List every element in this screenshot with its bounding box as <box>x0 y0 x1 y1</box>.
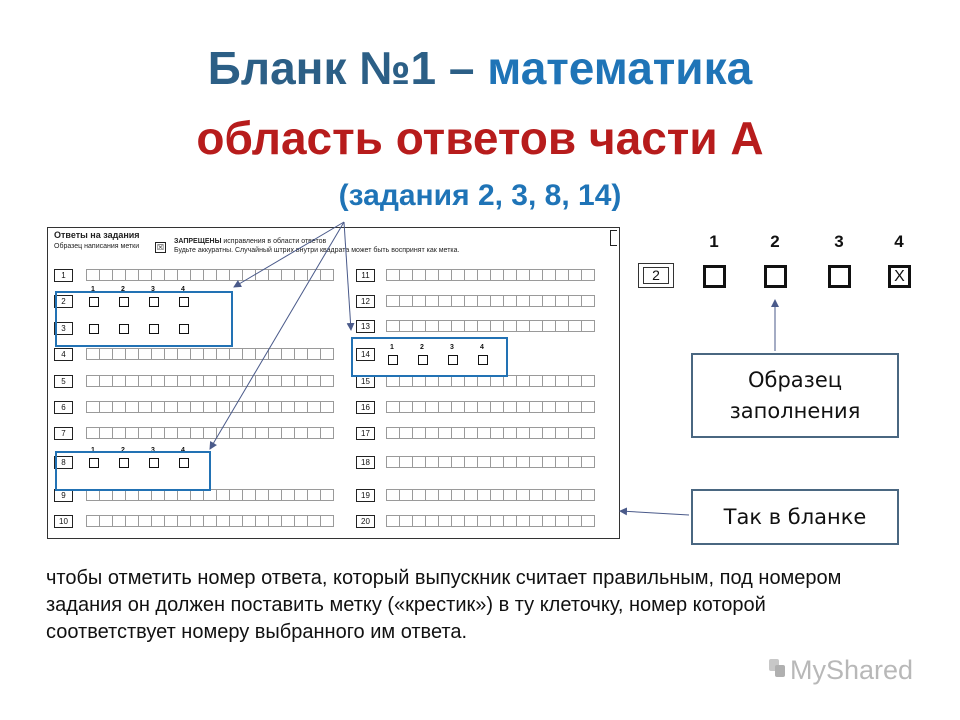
form-task-8-option-label: 3 <box>151 447 155 454</box>
watermark: MyShared <box>790 655 914 685</box>
form-task-number: 1 <box>54 269 73 282</box>
form-task-number: 16 <box>356 401 375 414</box>
form-task-number: 6 <box>54 401 73 414</box>
form-task-number: 8 <box>54 456 73 469</box>
sample-option-box <box>828 265 851 288</box>
form-task-14-option-label: 4 <box>480 344 484 351</box>
highlight-task-14 <box>351 337 508 377</box>
callout-form: Так в бланке <box>691 489 899 545</box>
highlight-tasks-2-3 <box>55 291 233 347</box>
sample-option-label: 3 <box>834 232 844 251</box>
arrow-to-form <box>620 511 689 515</box>
form-answer-cells <box>386 427 595 439</box>
form-task-14-option-label: 2 <box>420 344 424 351</box>
form-task-number: 14 <box>356 348 375 361</box>
form-task-14-option-label: 1 <box>390 344 394 351</box>
form-task-14-option-label: 3 <box>450 344 454 351</box>
form-sample-label: Образец написания метки <box>54 243 140 250</box>
sample-option-label: 2 <box>770 232 780 251</box>
form-answer-cells <box>386 269 595 281</box>
form-answer-cells <box>386 489 595 501</box>
form-task-2-option-label: 1 <box>91 286 95 293</box>
callout-sample: Образец заполнения <box>691 353 899 438</box>
form-task-number: 19 <box>356 489 375 502</box>
form-sample-mark-icon: ☒ <box>156 243 165 252</box>
highlight-task-8 <box>55 451 211 491</box>
sample-option-label: 4 <box>894 232 904 251</box>
form-answer-cells <box>86 269 334 281</box>
form-task-number: 20 <box>356 515 375 528</box>
form-task-number: 10 <box>54 515 73 528</box>
form-task-number: 12 <box>356 295 375 308</box>
form-task-number: 7 <box>54 427 73 440</box>
answer-form-image <box>47 227 620 539</box>
form-task-2-option-label: 2 <box>121 286 125 293</box>
form-task-number: 15 <box>356 375 375 388</box>
form-answer-cells <box>386 320 595 332</box>
form-task-8-option-label: 4 <box>181 447 185 454</box>
sample-option-box <box>764 265 787 288</box>
sample-task-number <box>638 263 674 288</box>
sample-option-label: 1 <box>709 232 719 251</box>
sample-task-number-value: 2 <box>643 267 669 284</box>
instruction-text: чтобы отметить номер ответа, который выпускник считает правильным, под номером задания он должен поставить метку («крестик») в ту клеточку, номер которой соответствует номеру выбранного им ответа. <box>46 567 842 643</box>
form-task-number: 2 <box>54 295 73 308</box>
sample-option-box-checked: X <box>888 265 911 288</box>
form-answer-cells <box>386 401 595 413</box>
form-answer-cells <box>86 515 334 527</box>
form-task-8-option-label: 1 <box>91 447 95 454</box>
form-answer-cells <box>386 515 595 527</box>
slide-title-line3: (задания 2, 3, 8, 14) <box>338 179 622 212</box>
watermark-logo-icon <box>768 656 788 680</box>
form-warning-rest: исправления в области ответов <box>221 238 327 245</box>
form-task-number: 11 <box>356 269 375 282</box>
form-answer-cells <box>86 375 334 387</box>
form-task-number: 18 <box>356 456 375 469</box>
form-answer-cells <box>386 295 595 307</box>
form-answer-cells <box>86 401 334 413</box>
form-task-number: 4 <box>54 348 73 361</box>
form-task-number: 17 <box>356 427 375 440</box>
form-answer-cells <box>86 348 334 360</box>
form-warning-bold: ЗАПРЕЩЕНЫ <box>174 238 222 245</box>
slide-title-line2: область ответов части А <box>196 112 764 164</box>
form-task-number: 9 <box>54 489 73 502</box>
form-answer-cells <box>386 456 595 468</box>
form-task-8-option-label: 2 <box>121 447 125 454</box>
form-task-number: 3 <box>54 322 73 335</box>
form-corner-mark <box>610 230 617 246</box>
form-answer-cells <box>86 427 334 439</box>
form-warning <box>174 238 326 245</box>
form-task-2-option-label: 3 <box>151 286 155 293</box>
form-task-number: 5 <box>54 375 73 388</box>
slide-title-line1 <box>0 40 960 96</box>
form-warning-line2: Будьте аккуратны. Случайный штрих внутри квадрата может быть воспринят как метка. <box>174 247 460 254</box>
sample-option-box <box>703 265 726 288</box>
title-subject: математика <box>487 42 753 94</box>
title-form-name: Бланк №1 – <box>207 42 488 94</box>
form-heading: Ответы на задания <box>54 230 140 240</box>
form-task-2-option-label: 4 <box>181 286 185 293</box>
form-task-number: 13 <box>356 320 375 333</box>
